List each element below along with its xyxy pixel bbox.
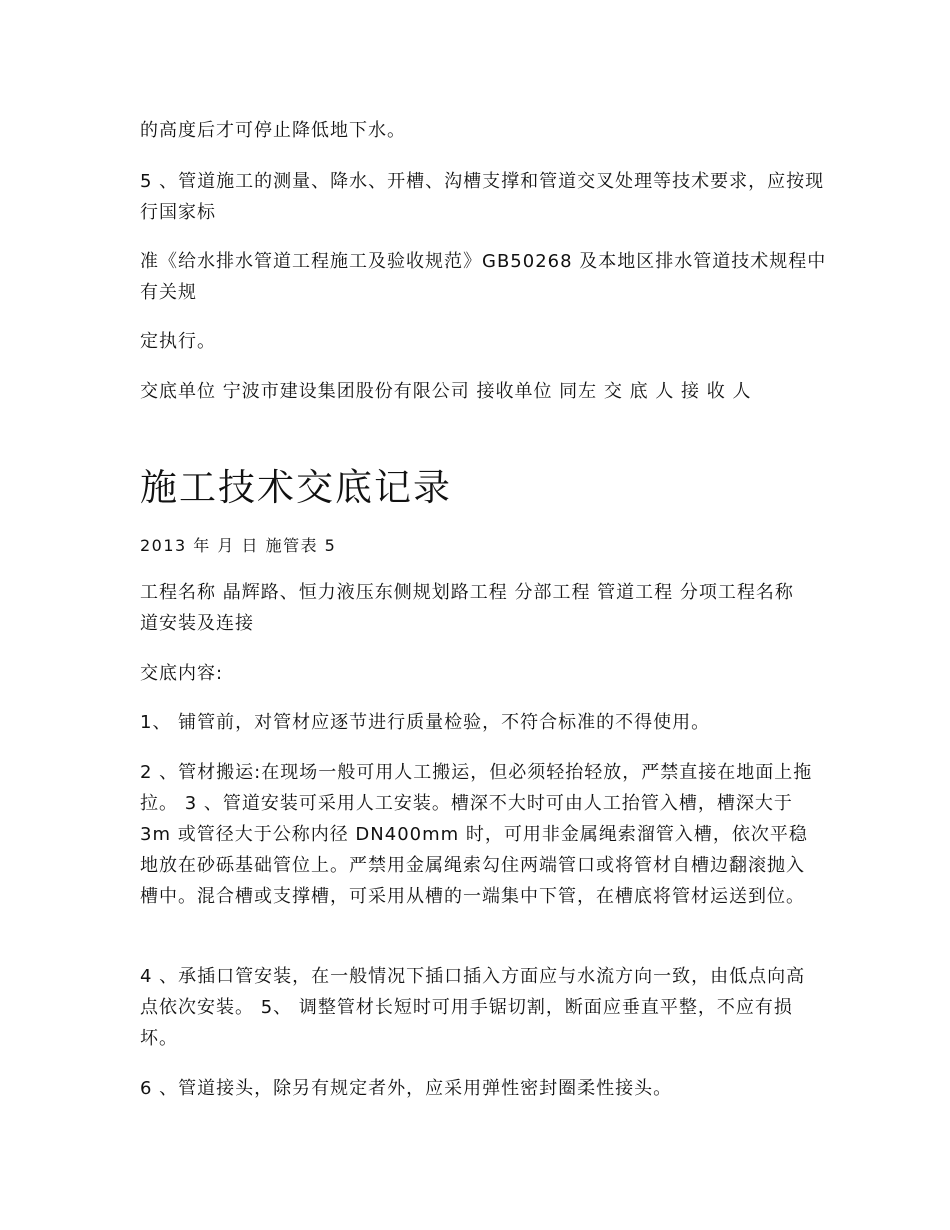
paragraph-item-5-standards: 5 、管道施工的测量、降水、开槽、沟槽支撑和管道交叉处理等技术要求，应按现行国家标 bbox=[140, 171, 825, 223]
paragraph-content-label: 交底内容: bbox=[140, 663, 224, 684]
date-form-line: 2013 年 月 日 施管表 5 bbox=[140, 536, 337, 555]
paragraph-handover-parties: 交底单位 宁波市建设集团股份有限公司 接收单位 同左 交 底 人 接 收 人 bbox=[140, 381, 752, 402]
paragraph-standard-reference: 准《给水排水管道工程施工及验收规范》GB50268 及本地区排水管道技术规程中有关规 bbox=[140, 251, 827, 303]
paragraph-item-1: 1、 铺管前，对管材应逐节进行质量检验，不符合标准的不得使用。 bbox=[140, 712, 711, 733]
paragraph-groundwater-end: 的高度后才可停止降低地下水。 bbox=[140, 120, 406, 141]
paragraph-project-name: 工程名称 晶辉路、恒力液压东侧规划路工程 分部工程 管道工程 分项工程名称 道安装及连接 bbox=[140, 582, 794, 634]
paragraph-item-2-3: 2 、管材搬运:在现场一般可用人工搬运，但必须轻抬轻放，严禁直接在地面上拖拉。 3 、管道安装可采用人工安装。槽深不大时可由人工抬管入槽，槽深大于 3m 或管径大于公称内径 DN400mm 时，可用非金属绳索溜管入槽，依次平稳地放在砂砾基础管位上。严禁用金属绳索勾住两端管口或将管材自槽边翻滚抛入槽中。混合槽或支撑槽，可采用从槽的一端集中下管，在槽底将管材运送到位。 bbox=[140, 762, 813, 907]
page-title: 施工技术交底记录 bbox=[140, 466, 452, 509]
paragraph-item-6: 6 、管道接头，除另有规定者外，应采用弹性密封圈柔性接头。 bbox=[140, 1078, 673, 1099]
paragraph-item-4-5: 4 、承插口管安装，在一般情况下插口插入方面应与水流方向一致，由低点向高点依次安装。 5、 调整管材长短时可用手锯切割，断面应垂直平整，不应有损坏。 bbox=[140, 966, 806, 1049]
paragraph-execute: 定执行。 bbox=[140, 331, 216, 352]
